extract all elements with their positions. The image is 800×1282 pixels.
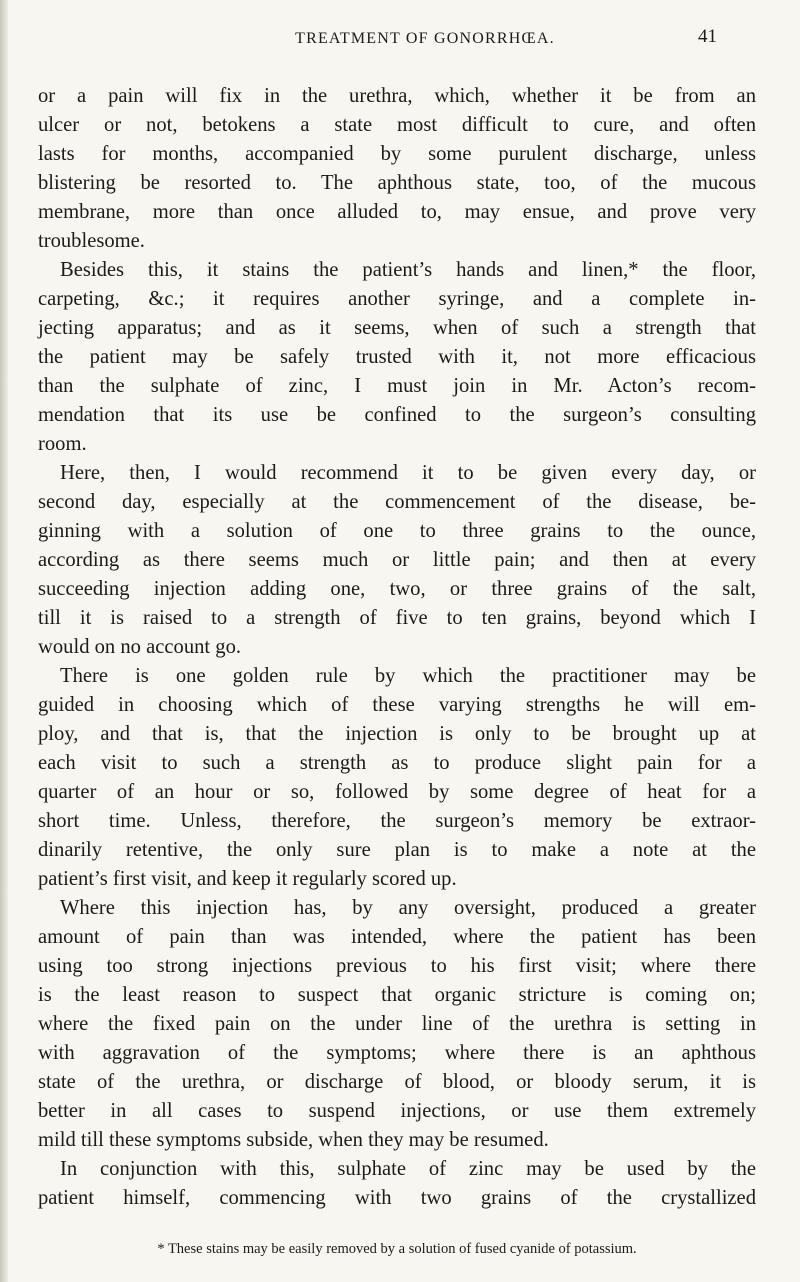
text-line: amount of pain than was intended, where the patient has been: [38, 926, 756, 948]
text-line: carpeting, &c.; it requires another syringe, and a complete in-: [38, 288, 756, 310]
text-line: There is one golden rule by which the practitioner may be: [60, 665, 756, 687]
text-line: patient himself, commencing with two grains of the crystallized: [38, 1187, 756, 1209]
text-line: ginning with a solution of one to three grains to the ounce,: [38, 520, 756, 542]
text-line: dinarily retentive, the only sure plan is to make a note at the: [38, 839, 756, 861]
text-line: Here, then, I would recommend it to be given every day, or: [60, 462, 756, 484]
running-header: TREATMENT OF GONORRHŒA.: [295, 30, 555, 47]
text-line: lasts for months, accompanied by some purulent discharge, unless: [38, 143, 756, 165]
text-line: jecting apparatus; and as it seems, when of such a strength that: [38, 317, 756, 339]
text-line: better in all cases to suspend injections, or use them extremely: [38, 1100, 756, 1122]
text-line: mendation that its use be confined to the surgeon’s consulting: [38, 404, 756, 426]
text-line: quarter of an hour or so, followed by some degree of heat for a: [38, 781, 756, 803]
text-line: is the least reason to suspect that organic stricture is coming on;: [38, 984, 756, 1006]
text-line: or a pain will fix in the urethra, which, whether it be from an: [38, 85, 756, 107]
text-line: patient’s first visit, and keep it regularly scored up.: [38, 868, 457, 890]
body-text: [38, 82, 756, 1213]
text-line: short time. Unless, therefore, the surgeon’s memory be extraor-: [38, 810, 756, 832]
footnote: * These stains may be easily removed by a solution of fused cyanide of potassium.: [157, 1241, 637, 1257]
page-binding-edge: [0, 0, 8, 1282]
text-line: In conjunction with this, sulphate of zinc may be used by the: [60, 1158, 756, 1180]
text-line: succeeding injection adding one, two, or three grains of the salt,: [38, 578, 756, 600]
text-line: than the sulphate of zinc, I must join in Mr. Acton’s recom-: [38, 375, 756, 397]
text-line: second day, especially at the commencement of the disease, be-: [38, 491, 756, 513]
text-line: ulcer or not, betokens a state most difficult to cure, and often: [38, 114, 756, 136]
text-line: ploy, and that is, that the injection is only to be brought up at: [38, 723, 756, 745]
text-line: Besides this, it stains the patient’s hands and linen,* the floor,: [60, 259, 756, 281]
text-line: where the fixed pain on the under line of the urethra is setting in: [38, 1013, 756, 1035]
text-line: the patient may be safely trusted with it, not more efficacious: [38, 346, 756, 368]
text-line: blistering be resorted to. The aphthous state, too, of the mucous: [38, 172, 756, 194]
text-line: according as there seems much or little pain; and then at every: [38, 549, 756, 571]
text-line: Where this injection has, by any oversight, produced a greater: [60, 897, 756, 919]
text-line: guided in choosing which of these varying strengths he will em-: [38, 694, 756, 716]
text-line: room.: [38, 433, 87, 455]
text-line: till it is raised to a strength of five to ten grains, beyond which I: [38, 607, 756, 629]
text-line: using too strong injections previous to his first visit; where there: [38, 955, 756, 977]
text-line: each visit to such a strength as to produce slight pain for a: [38, 752, 756, 774]
text-line: troublesome.: [38, 230, 145, 252]
page-number: 41: [698, 26, 717, 47]
text-line: state of the urethra, or discharge of blood, or bloody serum, it is: [38, 1071, 756, 1093]
text-line: mild till these symptoms subside, when they may be resumed.: [38, 1129, 549, 1151]
text-line: membrane, more than once alluded to, may ensue, and prove very: [38, 201, 756, 223]
text-line: with aggravation of the symptoms; where there is an aphthous: [38, 1042, 756, 1064]
text-line: would on no account go.: [38, 636, 242, 658]
